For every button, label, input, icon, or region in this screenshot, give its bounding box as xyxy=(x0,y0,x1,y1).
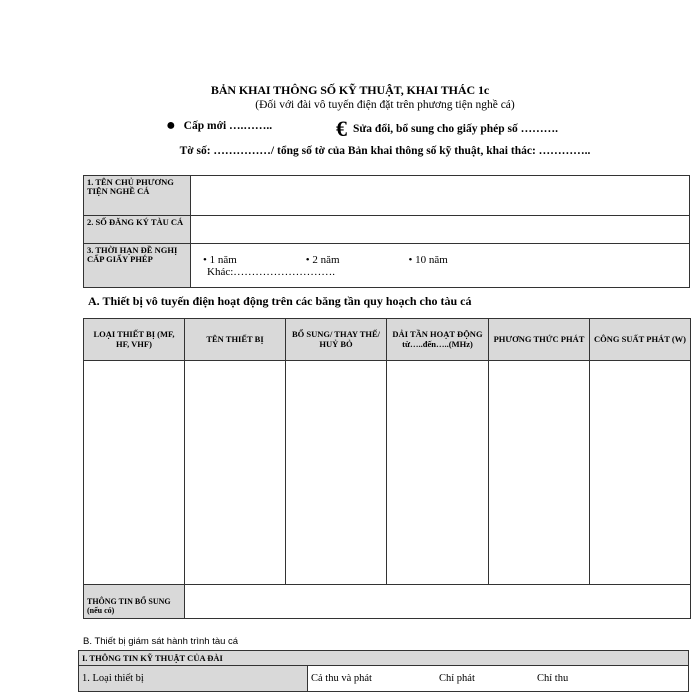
sheet-number-line: Tờ số: ……………/ tổng số tờ của Bản khai thông số kỹ thuật, khai thác: ………….. xyxy=(179,145,591,157)
table-row xyxy=(84,216,690,244)
form-title: BẢN KHAI THÔNG SỐ KỸ THUẬT, KHAI THÁC 1c xyxy=(210,83,490,97)
station-tech-table xyxy=(78,650,689,692)
add-replace-remove-cell[interactable] xyxy=(286,361,387,585)
owner-info-table xyxy=(83,175,690,288)
option-transmit-only[interactable]: Chỉ phát xyxy=(439,673,475,684)
duration-other[interactable]: Khác:………………………. xyxy=(207,265,336,278)
license-duration-field xyxy=(191,244,690,288)
duration-1-year-label: 1 năm xyxy=(209,253,237,266)
form-subtitle: (Đối với đài vô tuyến điện đặt trên phương tiện nghề cá) xyxy=(255,99,515,111)
table-row xyxy=(79,666,689,692)
table-header-row xyxy=(79,651,689,666)
col-transmit-power: CÔNG SUẤT PHÁT (W) xyxy=(590,319,691,361)
additional-info-field[interactable] xyxy=(185,585,691,619)
duration-option-10-years[interactable]: • 10 năm xyxy=(408,253,448,266)
new-license-label: Cấp mới ….…….. xyxy=(183,120,273,132)
bullet-icon: ● xyxy=(166,117,176,134)
col-equipment-name: TÊN THIẾT BỊ xyxy=(185,319,286,361)
table-header-row xyxy=(84,319,691,361)
owner-name-field[interactable] xyxy=(191,176,690,216)
station-tech-header: I. THÔNG TIN KỸ THUẬT CỦA ĐÀI xyxy=(79,651,689,666)
emission-mode-cell[interactable] xyxy=(489,361,590,585)
device-type-label: 1. Loại thiết bị xyxy=(79,666,308,692)
col-frequency-range-sub: từ…..đến…..(MHz) xyxy=(402,338,473,349)
equipment-table xyxy=(83,318,691,619)
section-a-title: A. Thiết bị vô tuyến điện hoạt động trên các băng tần quy hoạch cho tàu cá xyxy=(88,294,472,308)
duration-10-years-label: 10 năm xyxy=(415,253,448,266)
duration-option-2-years[interactable]: • 2 năm xyxy=(305,253,340,266)
modify-license-label: Sửa đổi, bổ sung cho giấy phép số ………. xyxy=(353,123,559,135)
duration-option-1-year[interactable]: • 1 năm xyxy=(203,253,237,266)
table-row xyxy=(84,244,690,288)
euro-icon: € xyxy=(336,116,347,141)
additional-info-label: THÔNG TIN BỔ SUNG (nếu có) xyxy=(84,585,185,619)
equipment-name-cell[interactable] xyxy=(185,361,286,585)
device-type-options xyxy=(308,666,689,692)
registration-number-field[interactable] xyxy=(191,216,690,244)
section-b-title: B. Thiết bị giám sát hành trình tàu cá xyxy=(83,636,239,647)
equipment-type-cell[interactable] xyxy=(84,361,185,585)
transmit-power-cell[interactable] xyxy=(590,361,691,585)
option-receive-only[interactable]: Chỉ thu xyxy=(537,673,569,684)
table-row xyxy=(84,585,691,619)
owner-name-label: 1. TÊN CHỦ PHƯƠNG TIỆN NGHỀ CÁ xyxy=(84,176,191,216)
col-frequency-range xyxy=(387,319,489,361)
registration-number-label: 2. SỐ ĐĂNG KÝ TÀU CÁ xyxy=(84,216,191,244)
modify-license-option[interactable] xyxy=(336,118,558,140)
table-row xyxy=(84,176,690,216)
new-license-option[interactable] xyxy=(166,118,272,134)
table-row xyxy=(84,361,691,585)
col-equipment-type: LOẠI THIẾT BỊ (MF, HF, VHF) xyxy=(84,319,185,361)
col-emission-mode: PHƯƠNG THỨC PHÁT xyxy=(489,319,590,361)
option-transmit-receive[interactable]: Cả thu và phát xyxy=(311,673,372,684)
frequency-range-cell[interactable] xyxy=(387,361,489,585)
col-add-replace-remove: BỔ SUNG/ THAY THẾ/ HUỶ BỎ xyxy=(286,319,387,361)
duration-2-years-label: 2 năm xyxy=(312,253,340,266)
col-frequency-range-label: DẢI TẦN HOẠT ĐỘNG xyxy=(392,328,483,339)
license-duration-label: 3. THỜI HẠN ĐỀ NGHỊ CẤP GIẤY PHÉP xyxy=(84,244,191,288)
